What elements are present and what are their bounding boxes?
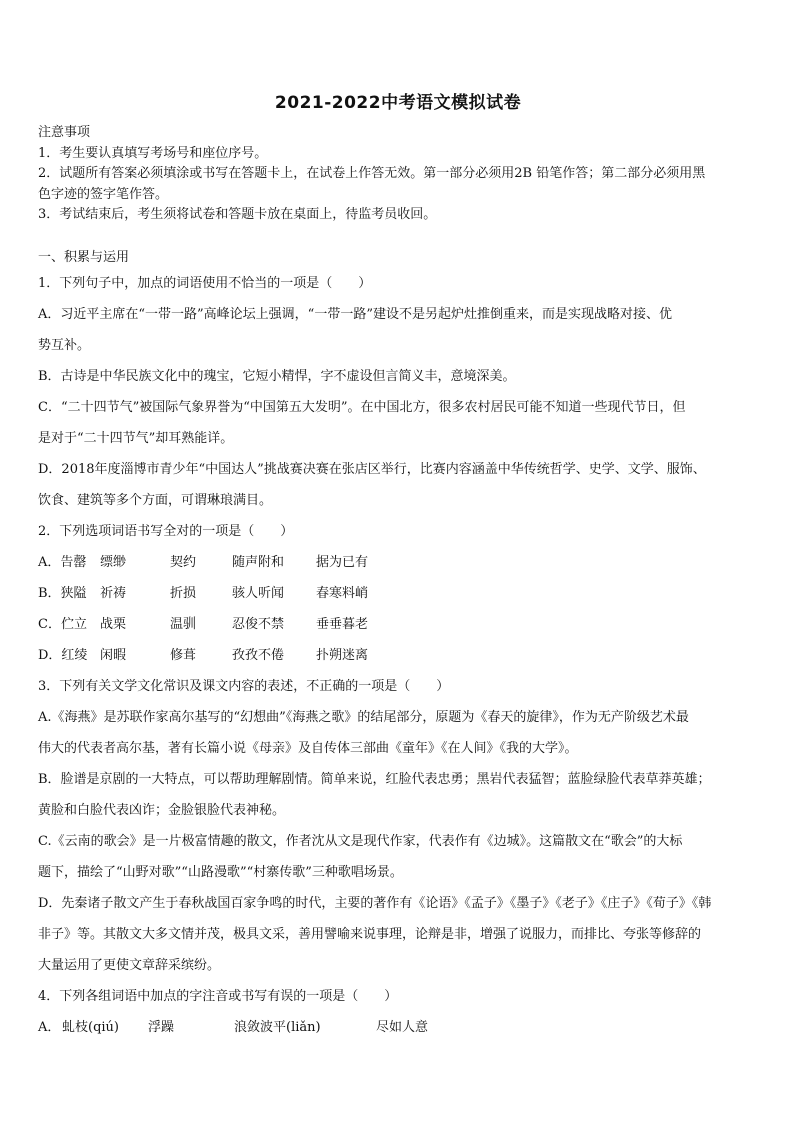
option-word: 骇人听闻 — [232, 585, 285, 601]
option-word: B．狭隘 — [38, 585, 87, 601]
question-line: 题下，描绘了“山野对歌”“山路漫歌”“村寨传歌”三种歌唱场景。 — [38, 864, 403, 880]
option-word: 据为已有 — [316, 554, 369, 570]
option-word: 随声附和 — [232, 554, 285, 570]
option-word: 忍俊不禁 — [232, 616, 285, 632]
option-word: 春寒料峭 — [316, 585, 369, 601]
option-word: 折损 — [170, 585, 197, 601]
option-row — [38, 640, 758, 671]
option-word: 虬枝(qiú) — [62, 1019, 119, 1035]
option-word: A．告罄 — [38, 554, 87, 570]
section-heading: 一、积累与运用 — [38, 249, 130, 265]
option-label: A． — [38, 1019, 61, 1035]
question-1 — [38, 268, 758, 516]
question-line: 势互补。 — [38, 337, 91, 353]
question-2 — [38, 516, 758, 671]
question-stem: 4．下列各组词语中加点的字注音或书写有误的一项是（ ） — [38, 988, 398, 1004]
question-line: D．先秦诸子散文产生于春秋战国百家争鸣的时代，主要的著作有《论语》《孟子》《墨子》《老子》《庄子》《荀子》《韩 — [38, 895, 712, 911]
option-word: C．伫立 — [38, 616, 87, 632]
notice-item: 3．考试结束后，考生须将试卷和答题卡放在桌面上，待监考员收回。 — [38, 207, 437, 222]
question-line: B．脸谱是京剧的一大特点，可以帮助理解剧情。简单来说，红脸代表忠勇；黑岩代表猛智；蓝脸绿脸代表草莽英雄； — [38, 771, 711, 787]
option-row — [38, 547, 758, 578]
notice-block — [38, 123, 758, 226]
question-line: C．“二十四节气”被国际气象界誉为“中国第五大发明”。在中国北方，很多农村居民可能不知道一些现代节日，但 — [38, 399, 686, 415]
notice-heading: 注意事项 — [38, 125, 91, 140]
question-line: D．2018年度淄博市青少年“中国达人”挑战赛决赛在张店区举行，比赛内容涵盖中华传统哲学、史学、文学、服饰、 — [38, 461, 706, 477]
option-word: 缥缈 — [100, 554, 127, 570]
option-word: 孜孜不倦 — [232, 647, 285, 663]
question-3 — [38, 671, 758, 981]
option-word: 温驯 — [170, 616, 197, 632]
question-line: 大量运用了更使文章辞采缤纷。 — [38, 957, 221, 973]
option-word: D．红绫 — [38, 647, 88, 663]
option-word: 祈祷 — [100, 585, 127, 601]
option-word: 浮躁 — [148, 1019, 175, 1035]
question-4 — [38, 981, 758, 1043]
notice-item: 1．考生要认真填写考场号和座位序号。 — [38, 145, 268, 161]
notice-item: 色字迹的签字笔作答。 — [38, 186, 169, 202]
option-word: 尽如人意 — [376, 1019, 429, 1035]
question-line: 非子》等。其散文大多文情并茂，极具文采，善用譬喻来说事理，论辩是非，增强了说服力，而排比、夸张等修辞的 — [38, 926, 702, 942]
option-word: 契约 — [170, 554, 197, 570]
question-line: 是对于“二十四节气”却耳熟能详。 — [38, 430, 234, 446]
question-line: A.《海燕》是苏联作家高尔基写的“幻想曲”《海燕之歌》的结尾部分，原题为《春天的旋律》，作为无产阶级艺术最 — [38, 709, 689, 725]
option-row — [38, 578, 758, 609]
option-word: 修葺 — [170, 647, 197, 663]
option-word: 战栗 — [100, 616, 127, 632]
question-line: 伟大的代表者高尔基，著有长篇小说《母亲》及自传体三部曲《童年》《在人间》《我的大学》。 — [38, 740, 578, 756]
question-stem: 1．下列句子中，加点的词语使用不恰当的一项是（ ） — [38, 275, 372, 291]
option-word: 扑朔迷离 — [316, 647, 369, 663]
option-word: 闲暇 — [100, 647, 127, 663]
option-word: 垂垂暮老 — [316, 616, 369, 632]
question-stem: 3．下列有关文学文化常识及课文内容的表述，不正确的一项是（ ） — [38, 678, 450, 694]
question-line: B．古诗是中华民族文化中的瑰宝，它短小精悍，字不虚设但言简义丰，意境深美。 — [38, 368, 516, 384]
option-word: 浪敛波平(liǎn) — [234, 1019, 321, 1035]
option-row — [38, 1012, 758, 1043]
question-line: C.《云南的歌会》是一片极富情趣的散文，作者沈从文是现代作家，代表作有《边城》。这篇散文在“歌会”的大标 — [38, 833, 683, 849]
page-title: 2021-2022中考语文模拟试卷 — [274, 93, 522, 113]
question-stem: 2．下列选项词语书写全对的一项是（ ） — [38, 523, 294, 539]
question-line: 黄脸和白脸代表凶诈；金脸银脸代表神秘。 — [38, 802, 286, 818]
exam-page — [38, 88, 758, 1043]
notice-item: 2．试题所有答案必须填涂或书写在答题卡上，在试卷上作答无效。第一部分必须用2B 铅笔作答；第二部分必须用黑 — [38, 166, 706, 181]
question-line: 饮食、建筑等多个方面，可谓琳琅满目。 — [38, 492, 273, 508]
question-line: A．习近平主席在“一带一路”高峰论坛上强调，“一带一路”建设不是另起炉灶推倒重来，而是实现战略对接、优 — [38, 306, 672, 322]
option-row — [38, 609, 758, 640]
